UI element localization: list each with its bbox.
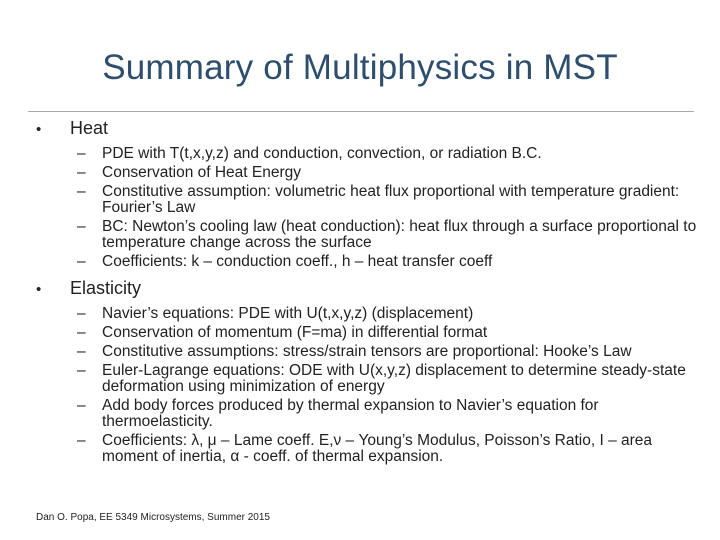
section-heat xyxy=(36,116,716,270)
dash-marker: – xyxy=(77,362,86,379)
list-item xyxy=(77,306,716,322)
dash-marker: – xyxy=(77,343,86,360)
list-item-text: Coefficients: λ, μ – Lame coeff. E,ν – Young’s Modulus, Poisson’s Ratio, I – area moment of inertia, α - coeff. of thermal expansion. xyxy=(102,432,653,465)
list-item-text: Constitutive assumption: volumetric heat flux proportional with temperature gradient: Fourier’s Law xyxy=(102,183,680,216)
list-item xyxy=(77,363,716,395)
list-item xyxy=(77,165,716,181)
list-item xyxy=(77,254,716,270)
slide-title: Summary of Multiphysics in MST xyxy=(102,48,618,87)
elasticity-item-list xyxy=(36,306,716,465)
heat-item-list xyxy=(36,146,716,270)
list-item xyxy=(77,146,716,162)
dash-marker: – xyxy=(77,324,86,341)
slide-content xyxy=(36,116,716,468)
dash-marker: – xyxy=(77,218,86,235)
dash-marker: – xyxy=(77,432,86,449)
list-item-text: Navier’s equations: PDE with U(t,x,y,z) (displacement) xyxy=(102,305,474,322)
list-item xyxy=(77,219,716,251)
section-elasticity xyxy=(36,276,716,465)
section-heading-elasticity xyxy=(36,276,716,302)
list-item-text: Conservation of Heat Energy xyxy=(102,164,302,181)
slide-footer: Dan O. Popa, EE 5349 Microsystems, Summer 2015 xyxy=(36,512,270,523)
list-item xyxy=(77,344,716,360)
list-item-text: Add body forces produced by thermal expansion to Navier’s equation for thermoelasticity. xyxy=(102,397,599,430)
section-heading-label: Elasticity xyxy=(70,278,142,298)
dash-marker: – xyxy=(77,164,86,181)
section-heading-label: Heat xyxy=(70,118,109,138)
list-item xyxy=(77,398,716,430)
list-item-text: Constitutive assumptions: stress/strain tensors are proportional: Hooke’s Law xyxy=(102,343,632,360)
list-item-text: BC: Newton’s cooling law (heat conduction): heat flux through a surface proportional to temperature change across the surface xyxy=(102,218,697,251)
list-item-text: PDE with T(t,x,y,z) and conduction, convection, or radiation B.C. xyxy=(102,145,542,162)
bullet-marker: • xyxy=(36,121,42,138)
bullet-marker: • xyxy=(36,281,42,298)
dash-marker: – xyxy=(77,305,86,322)
section-heading-heat xyxy=(36,116,716,142)
list-item-text: Euler-Lagrange equations: ODE with U(x,y,z) displacement to determine steady-state deformation using minimization of energy xyxy=(102,362,686,395)
dash-marker: – xyxy=(77,183,86,200)
list-item-text: Conservation of momentum (F=ma) in differential format xyxy=(102,324,488,341)
list-item xyxy=(77,433,716,465)
dash-marker: – xyxy=(77,253,86,270)
list-item xyxy=(77,184,716,216)
dash-marker: – xyxy=(77,145,86,162)
title-divider xyxy=(28,111,694,112)
list-item-text: Coefficients: k – conduction coeff., h – heat transfer coeff xyxy=(102,253,493,270)
list-item xyxy=(77,325,716,341)
dash-marker: – xyxy=(77,397,86,414)
